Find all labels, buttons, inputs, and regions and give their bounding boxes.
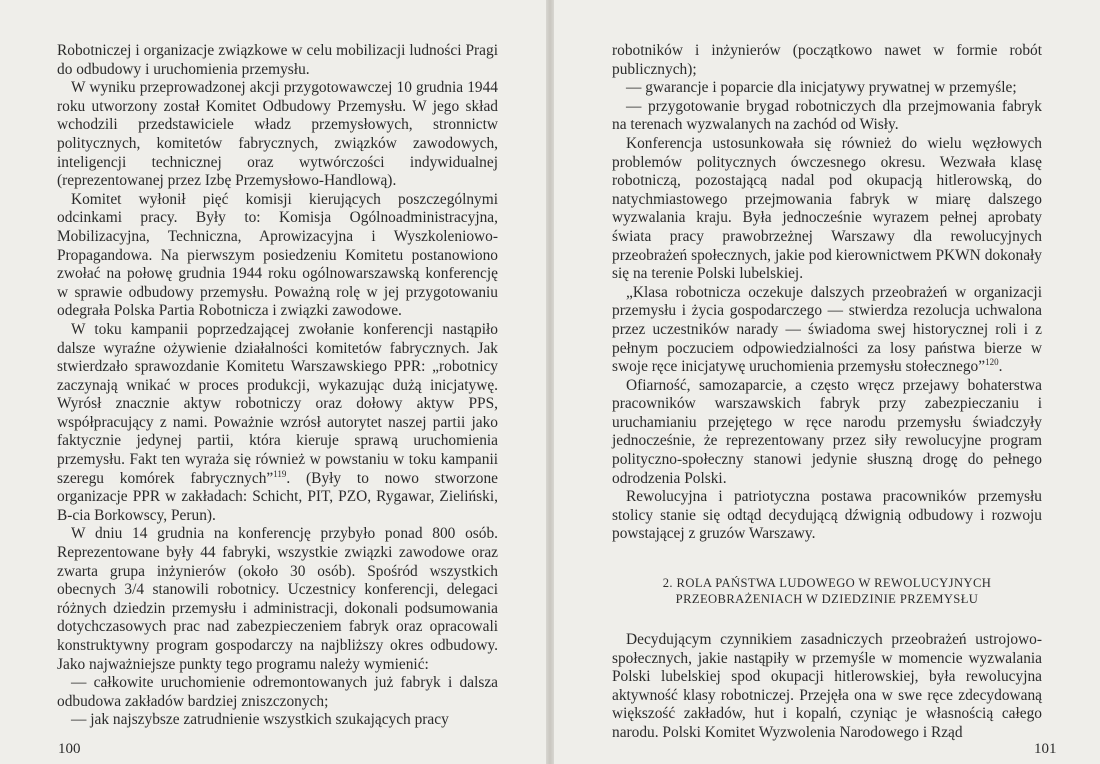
quote-end: .	[998, 358, 1003, 376]
paragraph: Komitet wyłonił pięć komisji kierujących poszczególnymi odcinkami pracy. Były to: Komisja Ogólnoadministracyjna, Mobilizacyjna, Techniczna, Aprowizacyjna i Wyszkoleniowo-Propagandowa. Na pierwszym posiedzeniu Komitetu postanowiono zwołać na połowę grudnia 1944 roku ogólnowarszawską konferencję w sprawie odbudowy przemysłu. Poważną rolę w jej przygotowaniu odegrała Polska Partia Robotnicza i związki zawodowe.	[57, 190, 498, 320]
footnote-ref: 120	[985, 357, 999, 368]
right-page-text	[612, 42, 1042, 743]
paragraph: Konferencja ustosunkowała się również do wielu węzłowych problemów politycznych ówczesnego okresu. Wezwała klasę robotniczą, pozostającą nadal pod okupacją hitlerowską, do natychmiastowego przejmowania fabryk w miarę dalszego wyzwalania kraju. Była jednocześnie wyrazem pełnej aprobaty świata pracy prawobrzeżnej Warszawy dla rewolucyjnych przeobrażeń społecznych, jakie pod kierownictwem PKWN dokonały się na terenie Polski lubelskiej.	[612, 134, 1042, 283]
paragraph: Decydującym czynnikiem zasadniczych przeobrażeń ustrojowo-społecznych, jakie nastąpiły w przemyśle w momencie wyzwalania Polski lubelskiej spod okupacji hitlerowskiej, była rewolucyjna aktywność klasy robotniczej. Przejęła ona w swe ręce zdecydowaną większość zakładów, hut i kopalń, czyniąc je własnością całego narodu. Polski Komitet Wyzwolenia Narodowego i Rząd	[612, 631, 1042, 741]
list-item: — gwarancje i poparcie dla inicjatywy prywatnej w przemyśle;	[626, 79, 1017, 97]
list-item: — przygotowanie brygad robotniczych dla przejmowania fabryk na terenach wyzwalanych na zachód od Wisły.	[612, 97, 1042, 134]
quote-text: „Klasa robotnicza oczekuje dalszych przeobrażeń w organizacji przemysłu i życia gospodarczego — stwierdza rezolucja uchwalona przez uczestników narady — świadoma swej historycznej roli i z pełnym poczuciem odpowiedzialności za losy państwa bierze w swoje ręce inicjatywę uruchomienia przemysłu stołecznego”	[612, 283, 1042, 376]
paragraph-continuation: stanowili robotnicy. Uczestnicy konferencji, delegaci różnych dziedzin przemysłu i administracji, dokonali podsumowania dotychczasowych prac nad zabezpieczeniem fabryk oraz opracowali konstruktywny program gospodarczy na najbliższy okres odbudowy. Jako najważniejsze punkty tego programu należy wymienić:	[57, 581, 498, 673]
footnote-ref: 119	[273, 468, 287, 479]
paragraph-text: W dniu 14 grudnia na konferencję przybyło ponad 800 osób. Reprezentowane były 44 fabryki, wszystkie związki zawodowe oraz zwarta grupa inżynierów (około 30 osób). Spośród wszystkich obecnych	[57, 525, 498, 599]
paragraph: Robotniczej i organizacje związkowe w celu mobilizacji ludności Pragi do odbudowy i uruchomienia przemysłu.	[57, 42, 498, 78]
section-heading	[628, 575, 1026, 607]
page-number: 101	[1034, 741, 1057, 757]
list-item: — całkowite uruchomienie odremontowanych już fabryk i dalsza odbudowa zakładów bardziej zniszczonych;	[57, 674, 498, 710]
paragraph: Ofiarność, samozaparcie, a często wręcz przejawy bohaterstwa pracowników warszawskich fabryk przy zabezpieczaniu i uruchamianiu przejętego w ręce narodu przemysłu świadczyły jednocześnie, że reprezentowany przez siły rewolucyjne program polityczno-społeczny stanowi jedynie słuszną drogę do pełnego odrodzenia Polski.	[612, 376, 1042, 487]
list-item: — jak najszybsze zatrudnienie wszystkich szukających pracy	[71, 711, 449, 729]
list-item: robotników i inżynierów (początkowo nawet w formie robót publicznych);	[612, 42, 1042, 78]
quote-continuation: . (Były to nowo stworzone organizacje PPR w zakładach: Schicht, PIT, PZO, Rygawar, Zieliński, B-cia Borkowscy, Perun).	[57, 469, 498, 524]
section-heading-line: 2. ROLA PAŃSTWA LUDOWEGO W REWOLUCYJNYCH	[662, 576, 992, 591]
left-page-text	[57, 42, 498, 730]
book-gutter	[546, 0, 554, 764]
left-page	[0, 0, 546, 764]
page-number: 100	[58, 741, 81, 757]
quote-text: W toku kampanii poprzedzającej zwołanie konferencji nastąpiło dalsze wyraźne ożywienie działalności komitetów fabrycznych. Jak stwierdzało sprawozdanie Komitetu Warszawskiego PPR: „robotnicy zaczynają wnikać w proces produkcji, wykazując dużą inicjatywę. Wyrósł znacznie aktyw robotniczy oraz dołowy aktyw PPS, współpracujący z nami. Poważnie wzrósł autorytet naszej partii jako faktycznie jedynej partii, która kieruje sprawą uruchomienia przemysłu. Fakt ten wyraża się również w powstaniu w toku kampanii szeregu komórek fabrycznych”	[57, 320, 498, 487]
paragraph	[57, 525, 498, 674]
paragraph: W wyniku przeprowadzonej akcji przygotowawczej 10 grudnia 1944 roku utworzony został Komitet Odbudowy Przemysłu. W jego skład wchodzili przedstawiciele władz przemysłowych, stronnictw politycznych, komitetów fabrycznych, związków zawodowych, inteligencji technicznej oraz wytwórczości indywidualnej (reprezentowanej przez Izbę Przemysłowo-Handlową).	[57, 79, 498, 190]
paragraph	[612, 284, 1042, 377]
paragraph	[57, 321, 498, 526]
paragraph: Rewolucyjna i patriotyczna postawa pracowników przemysłu stolicy stanie się odtąd decydującą dźwignią odbudowy i rozwoju powstającej z gruzów Warszawy.	[612, 488, 1042, 543]
fraction: 3/4	[124, 581, 145, 599]
right-page	[554, 0, 1100, 764]
section-heading-line: PRZEOBRAŻENIACH W DZIEDZINIE PRZEMYSŁU	[675, 592, 979, 607]
